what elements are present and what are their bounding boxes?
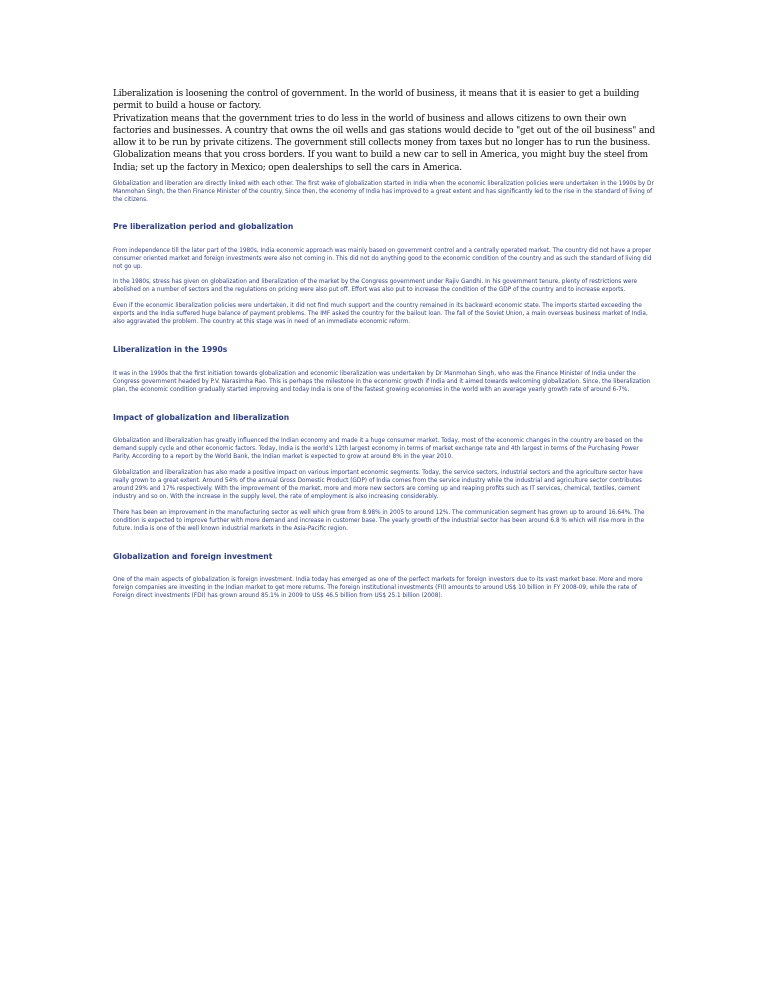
- section-heading-impact: Impact of globalization and liberalization: [113, 412, 290, 422]
- globalization-definition: Globalization means that you cross borders. If you want to build a new car to sell in America, you might buy the steel from India; set up the factory in Mexico; open dealerships to sell the cars in America.: [113, 150, 648, 173]
- paragraph: Globalization and liberalization has also made a positive impact on various important economic segments. Today, the service sectors, industrial sectors and the agriculture sector have really grown to a great extent. Around 54% of the annual Gross Domestic Product (GDP) of India comes from the service industry while the industrial and agriculture sector contributes around 29% and 17% respectively. With the improvement of the market, more and more new sectors are coming up and reaping profits such as IT services, chemical, textiles, cement industry and so on. With the increase in the supply level, the rate of employment is also increasing considerably.: [113, 470, 643, 500]
- paragraph: It was in the 1990s that the first initiation towards globalization and economic liberalization was undertaken by Dr Manmohan Singh, who was the Finance Minister of India under the Congress government headed by P.V. Narasimha Rao. This is perhaps the milestone in the economic growth if India and it aimed towards welcoming globalization. Since, the liberalization plan, the economic condition gradually started improving and today India is one of the fastest growing economies in the world with an average yearly growth rate of around 6-7%.: [113, 370, 651, 393]
- paragraph: Globalization and liberalization has greatly influenced the Indian economy and made it a huge consumer market. Today, most of the economic changes in the country are based on the demand supply cycle and other economic factors. Today, India is the world's 12th largest economy in terms of market exchange rate and 4th largest in terms of the Purchasing Power Parity. According to a report by the World Bank, the Indian market is expected to grow at around 8% in the year 2010.: [113, 438, 643, 461]
- lead-paragraph: Globalization and liberation are directly linked with each other. The first wake of globalization started in India when the economic liberalization policies were undertaken in the 1990s by Dr Manmohan Singh, the then Finance Minister of the country. Since then, the economy of India has improved to a great extent and has significantly led to the rise in the standard of living of the citizens.: [113, 181, 654, 203]
- article-body: [113, 181, 656, 601]
- definitions-block: [113, 88, 656, 174]
- privatization-definition: Privatization means that the government tries to do less in the world of business and allows citizens to own their own factories and businesses. A country that owns the oil wells and gas stations would decide to "get out of the oil business" and allow it to be run by private citizens. The government still collects money from taxes but no longer has to run the business.: [113, 113, 656, 149]
- paragraph: From independence till the later part of the 1980s, India economic approach was mainly based on government control and a centrally operated market. The country did not have a proper consumer oriented market and foreign investments were also not coming in. This did not do anything good to the economic condition of the country and as such the standard of living did not go up.: [113, 247, 652, 270]
- paragraph: There has been an improvement in the manufacturing sector as well which grew from 8.98% in 2005 to around 12%. The communication segment has grown up to around 16.64%. The condition is expected to improve further with more demand and increase in customer base. The yearly growth of the industrial sector has been around 6.8 % which will rise more in the future. India is one of the well known industrial markets in the Asia-Pacific region.: [113, 509, 645, 532]
- paragraph: Even if the economic liberalization policies were undertaken, it did not find much support and the country remained in its backward economic state. The imports started exceeding the exports and the India suffered huge balance of payment problems. The IMF asked the country for the bailout loan. The fall of the Soviet Union, a main overseas business market of India, also aggravated the problem. The country at this stage was in need of an immediate economic reform.: [113, 303, 648, 326]
- section-heading-pre-liberalization: Pre liberalization period and globalization: [113, 221, 294, 231]
- paragraph: In the 1980s, stress has given on globalization and liberalization of the market by the Congress government under Rajiv Gandhi. In his government tenure, plenty of restrictions were abolished on a number of sectors and the regulations on pricing were also put off. Effort was also put to increase the condition of the GDP of the country and to increase exports.: [113, 279, 638, 294]
- liberalization-definition: Liberalization is loosening the control of government. In the world of business, it means that it is easier to get a building permit to build a house or factory.: [113, 89, 640, 112]
- document-page: [113, 88, 656, 601]
- section-heading-liberalization-1990s: Liberalization in the 1990s: [113, 344, 228, 354]
- paragraph: One of the main aspects of globalization is foreign investment. India today has emerged as one of the perfect markets for foreign investors due to its vast market base. More and more foreign companies are investing in the Indian market to get more returns. The foreign institutional investments (FII) amounts to around US$ 10 billion in FY 2008-09, while the rate of Foreign direct investments (FDI) has grown around 85.1% in 2009 to US$ 46.5 billion from US$ 25.1 billion (2008).: [113, 577, 643, 600]
- section-heading-foreign-investment: Globalization and foreign investment: [113, 551, 273, 561]
